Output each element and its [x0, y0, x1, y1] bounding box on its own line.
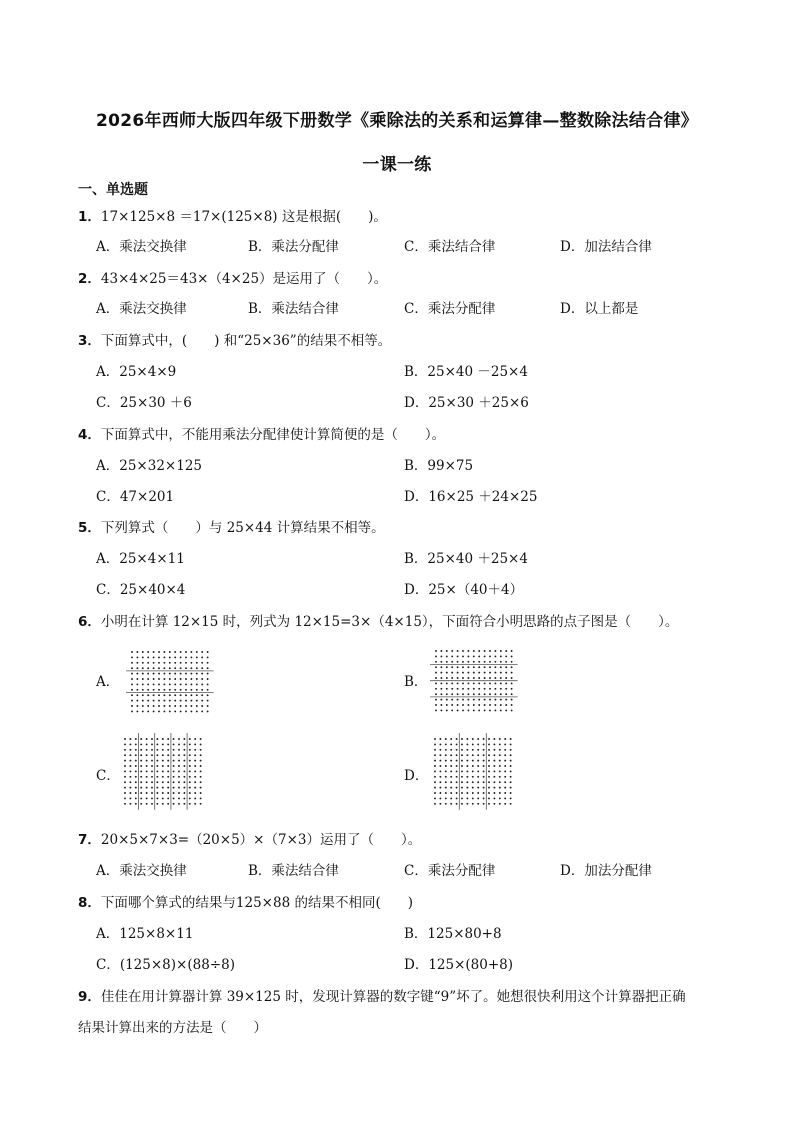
- question-1: [78, 207, 387, 227]
- dot-grid: [124, 738, 202, 805]
- page-title: 2026年西师大版四年级下册数学《乘除法的关系和运算律—整数除法结合律》: [95, 111, 699, 131]
- question-number: 7．: [78, 832, 101, 848]
- option-d[interactable]: D．25×30 ＋25×6: [404, 395, 529, 411]
- dot-grid: [434, 738, 512, 805]
- dot-diagram-a[interactable]: [124, 648, 224, 712]
- question-2: [78, 269, 387, 289]
- option-d[interactable]: D．25×（40＋4）: [404, 582, 524, 598]
- dot-diagram-d[interactable]: [430, 734, 520, 809]
- option-a[interactable]: A．25×4×11: [96, 551, 185, 567]
- option-d[interactable]: D．16×25 ＋24×25: [404, 489, 538, 505]
- dot-diagram-b[interactable]: [430, 647, 525, 713]
- option-d[interactable]: D．加法分配律: [560, 863, 652, 879]
- question-number: 8．: [78, 895, 101, 911]
- option-b[interactable]: B．25×40 ＋25×4: [404, 551, 528, 567]
- question-text: 下面哪个算式的结果与125×88 的结果不相同( ): [100, 895, 413, 911]
- question-number: 2．: [78, 271, 101, 287]
- question-4: [78, 425, 445, 445]
- question-5: [78, 518, 385, 538]
- question-9: [78, 987, 686, 1007]
- option-a[interactable]: A．乘法交换律: [96, 301, 187, 317]
- option-b[interactable]: B．: [404, 674, 428, 690]
- question-number: 5．: [78, 520, 101, 536]
- question-number: 1．: [78, 209, 101, 225]
- option-c[interactable]: C．47×201: [96, 489, 175, 505]
- question-text: 佳佳在用计算器计算 39×125 时，发现计算器的数字键“9”坏了。她想很快利用这个计算器把正确: [100, 989, 686, 1005]
- option-a[interactable]: A．乘法交换律: [96, 863, 187, 879]
- option-c[interactable]: C．25×30 ＋6: [96, 395, 192, 411]
- dot-grid: [131, 651, 209, 712]
- page-subtitle: 一课一练: [362, 155, 432, 175]
- option-c[interactable]: C．25×40×4: [96, 582, 186, 598]
- question-text: 小明在计算 12×15 时，列式为 12×15=3×（4×15），下面符合小明思路的点子图是（ ）。: [100, 614, 679, 630]
- option-b[interactable]: B．25×40 －25×4: [404, 364, 528, 380]
- option-a[interactable]: A．乘法交换律: [96, 239, 187, 255]
- question-text: 17×125×8 ＝17×(125×8) 这是根据( )。: [100, 209, 387, 225]
- question-3: [78, 331, 391, 351]
- option-b[interactable]: B．乘法结合律: [248, 863, 339, 879]
- option-b[interactable]: B．125×80+8: [404, 926, 502, 942]
- option-c[interactable]: C．乘法分配律: [404, 863, 496, 879]
- question-text: 下列算式（ ）与 25×44 计算结果不相等。: [100, 520, 385, 536]
- question-8: [78, 893, 413, 913]
- question-text: 43×4×25＝43×（4×25）是运用了（ ）。: [100, 271, 388, 287]
- option-c[interactable]: C．(125×8)×(88÷8): [96, 957, 235, 973]
- option-d[interactable]: D．以上都是: [560, 301, 639, 317]
- question-6: [78, 612, 678, 632]
- question-text: 20×5×7×3=（20×5）×（7×3）运用了（ ）。: [100, 832, 422, 848]
- option-a[interactable]: A．25×32×125: [96, 458, 202, 474]
- option-c[interactable]: C．: [96, 768, 120, 784]
- option-b[interactable]: B．乘法分配律: [248, 239, 339, 255]
- question-number: 4．: [78, 427, 101, 443]
- section-heading: 一、单选题: [78, 182, 148, 198]
- option-d[interactable]: D．: [404, 768, 429, 784]
- question-number: 9．: [78, 989, 101, 1005]
- option-b[interactable]: B．99×75: [404, 458, 474, 474]
- question-7: [78, 830, 421, 850]
- option-d[interactable]: D．125×(80+8): [404, 957, 514, 973]
- option-b[interactable]: B．乘法结合律: [248, 301, 339, 317]
- option-c[interactable]: C．乘法分配律: [404, 301, 496, 317]
- option-a[interactable]: A．25×4×9: [96, 364, 177, 380]
- option-c[interactable]: C．乘法结合律: [404, 239, 496, 255]
- dot-diagram-c[interactable]: [120, 734, 210, 809]
- question-number: 6．: [78, 614, 101, 630]
- question-text: 下面算式中，不能用乘法分配律使计算简便的是（ ）。: [100, 427, 446, 443]
- question-number: 3．: [78, 333, 101, 349]
- question-text: 下面算式中，( ) 和“25×36”的结果不相等。: [100, 333, 392, 349]
- option-a[interactable]: A．: [96, 674, 120, 690]
- option-a[interactable]: A．125×8×11: [96, 926, 194, 942]
- question-9-continued: 结果计算出来的方法是（ ）: [78, 1020, 267, 1036]
- option-d[interactable]: D．加法结合律: [560, 239, 652, 255]
